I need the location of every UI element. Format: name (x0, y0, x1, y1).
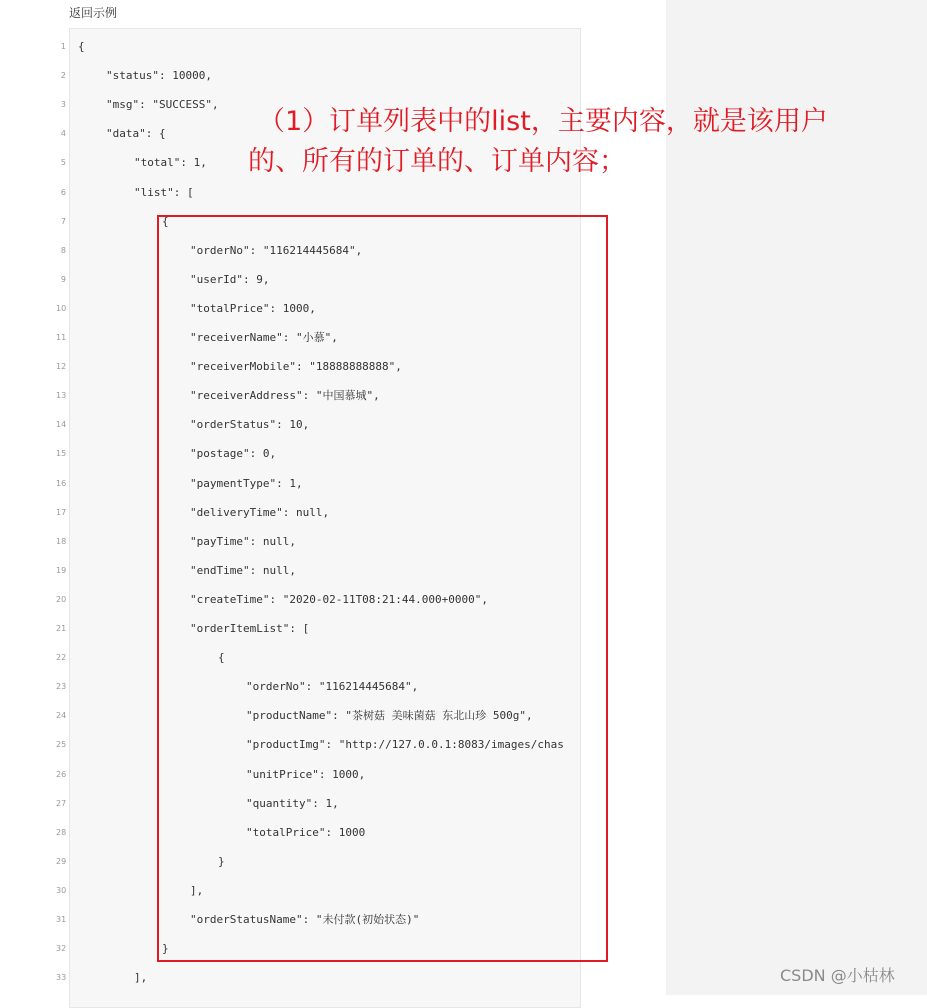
code-text: "paymentType": 1, (190, 476, 303, 490)
line-number: 20 (56, 594, 67, 604)
line-number: 32 (56, 944, 67, 954)
code-text: "postage": 0, (190, 447, 277, 461)
code-text: "totalPrice": 1000 (246, 825, 366, 839)
line-number: 9 (60, 274, 66, 284)
line-number: 11 (56, 333, 67, 342)
code-text: { (218, 651, 225, 665)
line-number: 1 (60, 42, 66, 51)
code-text: "orderStatus": 10, (190, 418, 310, 432)
line-number: 23 (56, 682, 67, 692)
code-text: "productName": "茶树菇 美味菌菇 东北山珍 500g", (246, 709, 533, 723)
code-text: "userId": 9, (190, 272, 270, 286)
code-line (0, 963, 581, 992)
code-text: "quantity": 1, (246, 796, 339, 810)
code-text: "receiverAddress": "中国慕城", (190, 389, 380, 403)
code-text: "msg": "SUCCESS", (106, 98, 219, 112)
code-text: "total": 1, (134, 156, 207, 170)
line-number: 4 (60, 129, 66, 139)
line-number: 7 (60, 216, 66, 226)
code-line (0, 32, 581, 61)
line-number: 27 (56, 798, 67, 808)
line-number: 22 (56, 653, 67, 663)
code-text: "payTime": null, (190, 534, 296, 548)
section-title: 返回示例 (69, 6, 118, 20)
code-text: "receiverName": "小慕", (190, 331, 338, 344)
line-number: 19 (56, 565, 67, 575)
code-text: ], (190, 883, 204, 897)
line-number: 15 (56, 449, 67, 459)
line-number: 21 (56, 624, 67, 633)
line-number: 17 (56, 507, 67, 517)
code-text: { (162, 214, 169, 228)
line-number: 24 (56, 711, 67, 721)
code-text: "deliveryTime": null, (190, 505, 330, 519)
line-number: 31 (56, 915, 67, 924)
code-text: "list": [ (134, 185, 194, 199)
right-side-panel (666, 0, 927, 995)
line-number: 5 (60, 158, 66, 168)
line-number: 14 (56, 420, 67, 430)
line-number: 29 (56, 856, 67, 866)
line-number: 30 (56, 885, 67, 895)
code-text: "orderItemList": [ (190, 622, 310, 635)
code-text: "createTime": "2020-02-11T08:21:44.000+0000", (190, 592, 489, 606)
code-text: } (218, 854, 225, 868)
line-number: 16 (56, 478, 67, 488)
annotation-line-1: （1）订单列表中的list，主要内容，就是该用户 (258, 106, 828, 137)
code-text: "orderStatusName": "未付款(初始状态)" (190, 913, 420, 926)
line-number: 6 (60, 187, 66, 197)
highlight-box (157, 215, 608, 962)
line-number: 10 (56, 303, 67, 313)
code-text: { (78, 40, 85, 53)
code-line (0, 61, 581, 90)
code-text: } (162, 942, 169, 956)
line-number: 26 (56, 769, 67, 779)
code-text: "endTime": null, (190, 563, 296, 577)
code-text: "unitPrice": 1000, (246, 767, 366, 781)
line-number: 28 (56, 827, 67, 837)
code-text: "productImg": "http://127.0.0.1:8083/images/chas (246, 738, 564, 752)
code-text: "data": { (106, 127, 166, 141)
code-text: "status": 10000, (106, 69, 212, 83)
line-number: 12 (56, 362, 67, 372)
code-text: "totalPrice": 1000, (190, 301, 316, 315)
code-text: "orderNo": "116214445684", (190, 243, 363, 257)
line-number: 13 (56, 391, 67, 401)
annotation-line-2: 的、所有的订单的、订单内容； (248, 146, 626, 177)
line-number: 25 (56, 740, 67, 750)
line-number: 8 (60, 245, 66, 255)
code-text: "receiverMobile": "18888888888", (190, 360, 402, 374)
line-number: 3 (60, 100, 66, 110)
line-number: 33 (56, 973, 67, 983)
code-text: ], (134, 971, 148, 985)
code-text: "orderNo": "116214445684", (246, 680, 419, 694)
line-number: 18 (56, 536, 67, 546)
line-number: 2 (60, 71, 66, 81)
csdn-watermark: CSDN @小枯林 (780, 966, 895, 985)
